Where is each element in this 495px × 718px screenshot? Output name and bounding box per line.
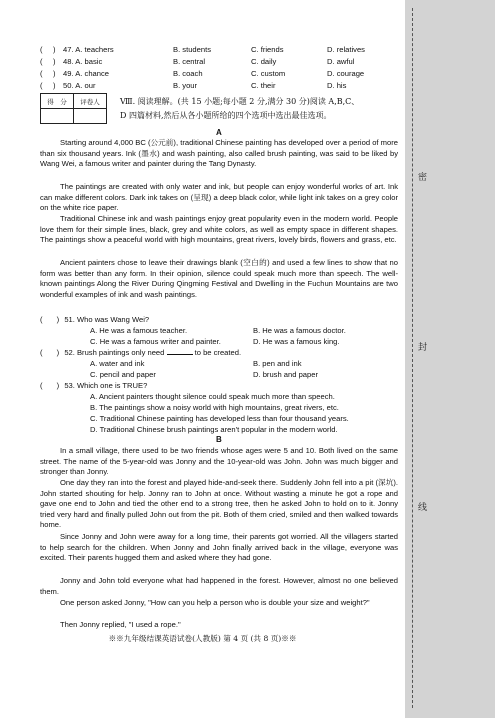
choice-51-c[interactable]: C. He was a famous writer and painter.: [90, 337, 221, 346]
passage-b-paragraph: One person asked Jonny, "How can you help a person who is double your size and weight?": [60, 598, 370, 607]
passage-a-paragraph: The paintings are created with only water and ink, but people can enjoy wonderful works of art. Ink can make different colors. Dark ink takes on (呈现) a deep black color, while light ink takes on a grey color on the white rice paper.: [40, 182, 398, 213]
answer-blank[interactable]: [167, 347, 193, 355]
choice-52-b[interactable]: B. pen and ink: [253, 359, 302, 368]
section-instructions: Ⅷ. 阅读理解。(共 15 小题;每小题 2 分,满分 30 分)阅读 A,B,C、 D 四篇材料,然后从各小题所给的四个选项中选出最佳选项。: [120, 97, 360, 120]
page-footer: ※※九年级结课英语试卷(人教版) 第 4 页 (共 8 页)※※: [108, 634, 297, 643]
question-51: ( ) 51. Who was Wang Wei?: [40, 315, 150, 324]
choice-52-d[interactable]: D. brush and paper: [253, 370, 319, 379]
passage-a-title: A: [216, 128, 222, 137]
seal-mark-mi: 密: [418, 173, 428, 183]
choice-51-d[interactable]: D. He was a famous king.: [253, 337, 340, 346]
choice-51-b[interactable]: B. He was a famous doctor.: [253, 326, 346, 335]
grader-label: 评卷人: [74, 94, 107, 109]
passage-b-paragraph: One day they ran into the forest and played hide-and-seek there. Suddenly John fell into a pit (深坑). John started shouting for help. Jonny ran to John at once. Without wasting a minute he got a rope and gave one end to John and tied the other end to a strong tree, then he asked John to hold on to it. Jonny tried very hard and finally pulled John out from the pit. Both of them cried, smiled and then walked towards home.: [40, 478, 398, 530]
passage-a-paragraph: Traditional Chinese ink and wash paintings enjoy great popularity even in the modern world. People love them for their simple lines, black, grey and white colors, as well as empty space in different shapes. The paintings show a peaceful world with high mountains, great rivers, lovely birds, flowers and grass, etc.: [40, 214, 398, 245]
cut-line: [412, 8, 413, 708]
passage-b-paragraph: Jonny and John told everyone what had happened in the forest. However, almost no one believed them.: [40, 576, 398, 596]
passage-a-paragraph: Ancient painters chose to leave their drawings blank (空白的) and used a few lines to show that no form was better than any form. In their opinion, silence could speak much more than speech. The well-known paintings Along the River During Qingming Festival and Dwelling in the Fuchun Mountains are two wonderful examples of ink and wash paintings.: [40, 258, 398, 299]
passage-b-paragraph: In a small village, there used to be two friends whose ages were 5 and 10. Both lived on the same street. The name of the 5-year-old was Jonny and the 10-year-old was John. John was much bigger and stronger than Jonny.: [40, 446, 398, 477]
choice-52-c[interactable]: C. pencil and paper: [90, 370, 156, 379]
seal-mark-xian: 线: [418, 503, 428, 513]
choice-53-d[interactable]: D. Traditional Chinese brush paintings aren't popular in the modern world.: [90, 425, 338, 434]
seal-mark-feng: 封: [418, 343, 428, 353]
question-52: ( ) 52. Brush paintings only need to be created.: [40, 348, 242, 357]
passage-b-paragraph: Then Jonny replied, "I used a rope.": [60, 620, 181, 629]
choice-53-a[interactable]: A. Ancient painters thought silence could speak much more than speech.: [90, 392, 335, 401]
passage-a-paragraph: Starting around 4,000 BC (公元前), traditional Chinese painting has developed over a period of more than six thousand years. Ink (墨水) and wash painting, also called brush painting, was said to be liked by Wang Wei, a famous writer and painter during the Tang Dynasty.: [40, 138, 398, 169]
score-label: 得 分: [41, 94, 74, 109]
score-table: [40, 93, 107, 124]
choice-52-a[interactable]: A. water and ink: [90, 359, 145, 368]
choice-53-c[interactable]: C. Traditional Chinese painting has developed less than four thousand years.: [90, 414, 349, 423]
choice-53-b[interactable]: B. The paintings show a noisy world with high mountains, great rivers, etc.: [90, 403, 339, 412]
binding-margin: [405, 0, 495, 718]
grader-cell[interactable]: [74, 109, 107, 124]
passage-b-title: B: [216, 435, 222, 444]
choice-51-a[interactable]: A. He was a famous teacher.: [90, 326, 188, 335]
question-53: ( ) 53. Which one is TRUE?: [40, 381, 148, 390]
score-cell[interactable]: [41, 109, 74, 124]
passage-b-paragraph: Since Jonny and John were away for a long time, their parents got worried. All the villagers started to help search for the children. When Jonny and John finally arrived back in the village, everyone was excited. Their parents hugged them and asked where they had gone.: [40, 532, 398, 563]
exam-page: ( ) 47. A. teachers B. students C. friends D. relatives ( ) 48. A. basic B. central C. daily D. awful ( ) 49. A. chance B. coach C. custom D. courage ( ) 50. A. our B. your C. their D. his 得 分 评卷人 Ⅷ. 阅读理解。(共 15 小题;每小题 2 分,满分 30 分)阅读 A,B,C、 D 四篇材料,然后从各小题所给的四个选项中选出最佳选项。 A Starting around 4,000 BC (公元前), traditional Chinese painting has developed over a period of more than six thousand years. Ink (墨水) and wash painting, also called brush painting, was said to be liked by Wang Wei, a famous writer and painter during the Tang Dynasty. The paintings are created with only water and ink, but people can enjoy wonderful works of art. Ink can make different colors. Dark ink takes on (呈现) a deep black color, while light ink takes on a grey color on the white rice paper. Traditional Chinese ink and wash paintings enjoy great popularity even in the modern world. People love them for their simple lines, black, grey and white colors, as well as empty space in different shapes. The paintings show a peaceful world with high mountains, great rivers, lovely birds, flowers and grass, etc. Ancient painters chose to leave their drawings blank (空白的) and used a few lines to show that no form was better than any form. In their opinion, silence could speak much more than speech. The well-known paintings Along the River During Qingming Festival and Dwelling in the Fuchun Mountains are two wonderful examples of ink and wash paintings. ( ) 51. Who was Wang Wei? A. He was a famous teacher. B. He was a famous doctor. C. He was a famous writer and painter. D. He was a famous king. ( ) 52. Brush paintings only need to be created. A. water and ink B. pen and ink C. pencil and paper D. brush and paper ( ) 53. Which one is TRUE? A. Ancient painters thought silence could speak much more than speech. B. The paintings show a noisy world with high mountains, great rivers, etc. C. Traditional Chinese painting has developed less than four thousand years. D. Traditional Chinese brush paintings aren't popular in the modern world. B In a small village, there used to be two friends whose ages were 5 and 10. Both lived on the same street. The name of the 5-year-old was Jonny and the 10-year-old was John. John was much bigger and stronger than Jonny. One day they ran into the forest and played hide-and-seek there. Suddenly John fell into a pit (深坑). John started shouting for help. Jonny ran to John at once. Without wasting a minute he got a rope and gave one end to John and tied the other end to a strong tree, then he asked John to hold on to it. Jonny tried very hard and finally pulled John out from the pit. Both of them cried, smiled and then walked towards home. Since Jonny and John were away for a long time, their parents got worried. All the villagers started to help search for the children. When Jonny and John finally arrived back in the village, everyone was excited. Their parents hugged them and asked where they had gone. Jonny and John told everyone what had happened in the forest. However, almost no one believed them. One person asked Jonny, "How can you help a person who is double your size and weight?" Then Jonny replied, "I used a rope." ※※九年级结课英语试卷(人教版) 第 4 页 (共 8 页)※※: [0, 0, 405, 718]
